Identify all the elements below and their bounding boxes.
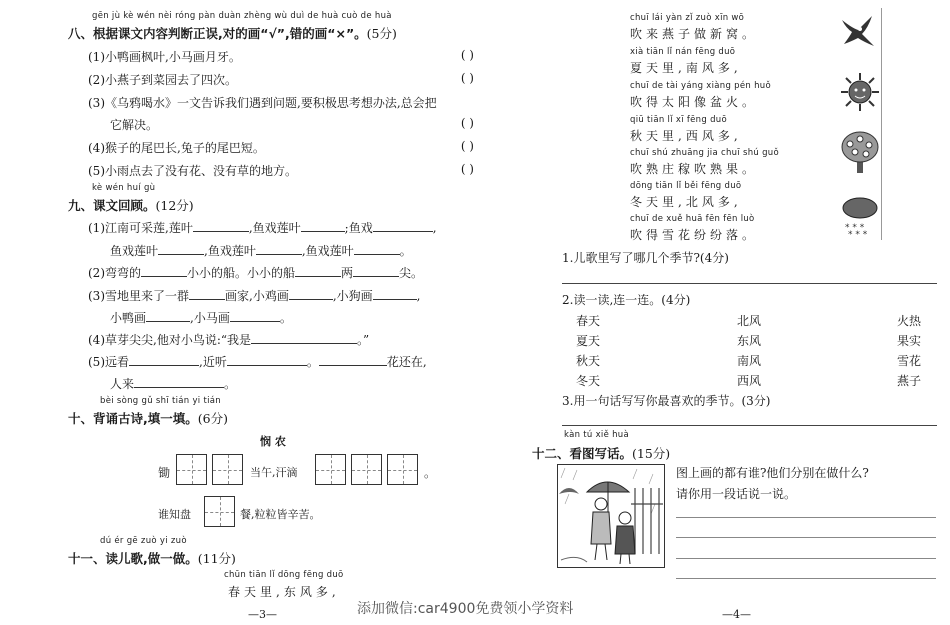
answer-blank[interactable] [193, 220, 249, 232]
sec9-q1-line1: (1)江南可采莲,莲叶 ,鱼戏莲叶 ;鱼戏 , [88, 221, 437, 235]
answer-blank[interactable] [227, 354, 307, 366]
answer-blank[interactable] [158, 243, 204, 255]
match-col1-4[interactable]: 冬天 [576, 374, 601, 388]
answer-blank[interactable] [353, 265, 399, 277]
q1-text: 1.儿歌里写了哪几个季节?(4分) [562, 251, 729, 265]
answer-blank[interactable] [189, 288, 225, 300]
watermark-text: 添加微信:car4900免费领小学资料 [357, 601, 574, 617]
poem-char-box[interactable] [204, 496, 235, 527]
poem-line1-start: 锄 [158, 466, 171, 480]
song-pinyin-7: chuī de xuě huā fēn fēn luò [630, 214, 755, 224]
swallow-icon [838, 10, 878, 50]
poem-char-box[interactable] [387, 454, 418, 485]
sec9-q3-line2: 小鸭画 ,小马画 。 [110, 311, 292, 325]
match-col1-2[interactable]: 夏天 [576, 334, 601, 348]
poem-title: 悯 农 [260, 435, 286, 448]
answer-blank[interactable] [295, 265, 341, 277]
sec11-pinyin: dú ér gē zuò yi zuò [100, 536, 187, 546]
sec8-item-3: (3)《乌鸦喝水》一文告诉我们遇到问题,要积极思考想办法,总会把 [88, 96, 437, 110]
song-line-1: 吹来燕子做新窝。 [630, 27, 759, 41]
sec8-item-1: (1)小鸭画枫叶,小马画月牙。 ( ) [88, 48, 474, 64]
sun-icon [840, 72, 880, 112]
match-col2-3[interactable]: 南风 [737, 354, 762, 368]
answer-blank[interactable] [373, 288, 417, 300]
match-col3-2[interactable]: 果实 [897, 334, 922, 348]
poem-char-box[interactable] [315, 454, 346, 485]
sec9-q5-line1: (5)远看 ,近听 。 花还在, [88, 355, 427, 369]
song-line-7: 吹得雪花纷纷落。 [630, 228, 759, 242]
match-col2-2[interactable]: 东风 [737, 334, 762, 348]
song-line-6: 冬天里,北风多, [630, 195, 742, 209]
sec9-title: 九、课文回顾。(12分) [68, 198, 194, 213]
sec8-item-2: (2)小燕子到菜园去了四次。 ( ) [88, 71, 474, 87]
page-number-right: —4— [722, 608, 751, 621]
song-line-pinyin: chūn tiān lǐ dōng fēng duō [224, 570, 344, 580]
sec9-q1-line2: 鱼戏莲叶 ,鱼戏莲叶 ,鱼戏莲叶 。 [110, 244, 412, 258]
match-col2-1[interactable]: 北风 [737, 314, 762, 328]
writing-line[interactable] [676, 537, 936, 538]
illustration-divider [881, 8, 882, 240]
answer-blank[interactable] [289, 288, 333, 300]
poem-line1-mid: 当午,汗滴 [250, 466, 298, 479]
answer-blank[interactable] [141, 265, 187, 277]
poem-line2-end: 餐,粒粒皆辛苦。 [240, 508, 321, 521]
svg-text:* * *: * * * [845, 223, 865, 233]
song-pinyin-5: chuī shú zhuāng jia chuī shú guǒ [630, 148, 779, 158]
answer-blank[interactable] [319, 354, 387, 366]
snow-cloud-icon [840, 194, 880, 238]
song-line-5: 吹熟庄稼吹熟果。 [630, 162, 759, 176]
sec8-pinyin: gēn jù kè wén nèi róng pàn duàn zhèng wù duì de huà cuò de huà [92, 11, 392, 21]
answer-blank[interactable] [129, 354, 199, 366]
sec9-q2: (2)弯弯的 小小的船。小小的船 两 尖。 [88, 266, 424, 280]
song-pinyin-6: dōng tiān lǐ běi fēng duō [630, 181, 742, 191]
match-col3-4[interactable]: 燕子 [897, 374, 922, 388]
sec12-pinyin: kàn tú xiě huà [564, 430, 629, 440]
match-col1-1[interactable]: 春天 [576, 314, 601, 328]
answer-line[interactable] [562, 283, 937, 284]
answer-blank[interactable] [354, 243, 400, 255]
match-col1-3[interactable]: 秋天 [576, 354, 601, 368]
sec8-title: 八、根据课文内容判断正误,对的画“√”,错的画“×”。(5分) [68, 26, 397, 41]
answer-blank[interactable] [134, 376, 224, 388]
sec12-prompt-1: 图上画的都有谁?他们分别在做什么? [676, 466, 869, 480]
writing-line[interactable] [676, 578, 936, 579]
song-pinyin-2: xià tiān lǐ nán fēng duō [630, 47, 736, 57]
match-col3-3[interactable]: 雪花 [897, 354, 922, 368]
answer-blank[interactable] [256, 243, 302, 255]
writing-line[interactable] [676, 558, 936, 559]
sec8-item-4: (4)猴子的尾巴长,兔子的尾巴短。 ( ) [88, 139, 474, 155]
sec9-q4: (4)草芽尖尖,他对小鸟说:“我是 。” [88, 333, 370, 347]
writing-line[interactable] [676, 517, 936, 518]
rain-scene-illustration [557, 464, 665, 568]
sec8-item-3-cont: 它解决。 ( ) [110, 116, 474, 132]
song-line: 春天里,东风多, [228, 585, 340, 599]
answer-line[interactable] [562, 425, 937, 426]
q3-text: 3.用一句话写写你最喜欢的季节。(3分) [562, 394, 771, 408]
song-line-2: 夏天里,南风多, [630, 61, 742, 75]
sec9-q3-line1: (3)雪地里来了一群 画家,小鸡画 ,小狗画 , [88, 289, 421, 303]
poem-line1-end: 。 [424, 466, 437, 480]
song-pinyin-1: chuī lái yàn zǐ zuò xīn wō [630, 13, 745, 23]
answer-blank[interactable] [373, 220, 433, 232]
sec9-q5-line2: 人来 。 [110, 377, 237, 391]
poem-char-box[interactable] [176, 454, 207, 485]
poem-line2-start: 谁知盘 [158, 508, 191, 521]
sec9-pinyin: kè wén huí gù [92, 183, 156, 193]
sec11-title: 十一、读儿歌,做一做。(11分) [68, 551, 236, 566]
q2-text: 2.读一读,连一连。(4分) [562, 293, 691, 307]
svg-text:* * *: * * * [848, 230, 868, 238]
song-pinyin-4: qiū tiān lǐ xī fēng duō [630, 115, 727, 125]
sec8-item-5: (5)小雨点去了没有花、没有草的地方。 ( ) [88, 162, 474, 178]
answer-blank[interactable] [230, 310, 280, 322]
fruit-tree-icon [840, 130, 880, 174]
sec10-pinyin: bèi sòng gǔ shī tián yi tián [100, 396, 221, 406]
sec12-title: 十二、看图写话。(15分) [532, 446, 671, 461]
answer-blank[interactable] [301, 220, 345, 232]
sec10-title: 十、背诵古诗,填一填。(6分) [68, 411, 228, 426]
match-col3-1[interactable]: 火热 [897, 314, 922, 328]
page-number-left: —3— [248, 608, 277, 621]
sec12-prompt-2: 请你用一段话说一说。 [676, 487, 797, 501]
answer-blank[interactable] [146, 310, 190, 322]
poem-char-box[interactable] [212, 454, 243, 485]
match-col2-4[interactable]: 西风 [737, 374, 762, 388]
song-line-3: 吹得太阳像盆火。 [630, 95, 759, 109]
answer-blank[interactable] [251, 332, 357, 344]
song-pinyin-3: chuī de tài yáng xiàng pén huǒ [630, 81, 771, 91]
song-line-4: 秋天里,西风多, [630, 129, 742, 143]
poem-char-box[interactable] [351, 454, 382, 485]
